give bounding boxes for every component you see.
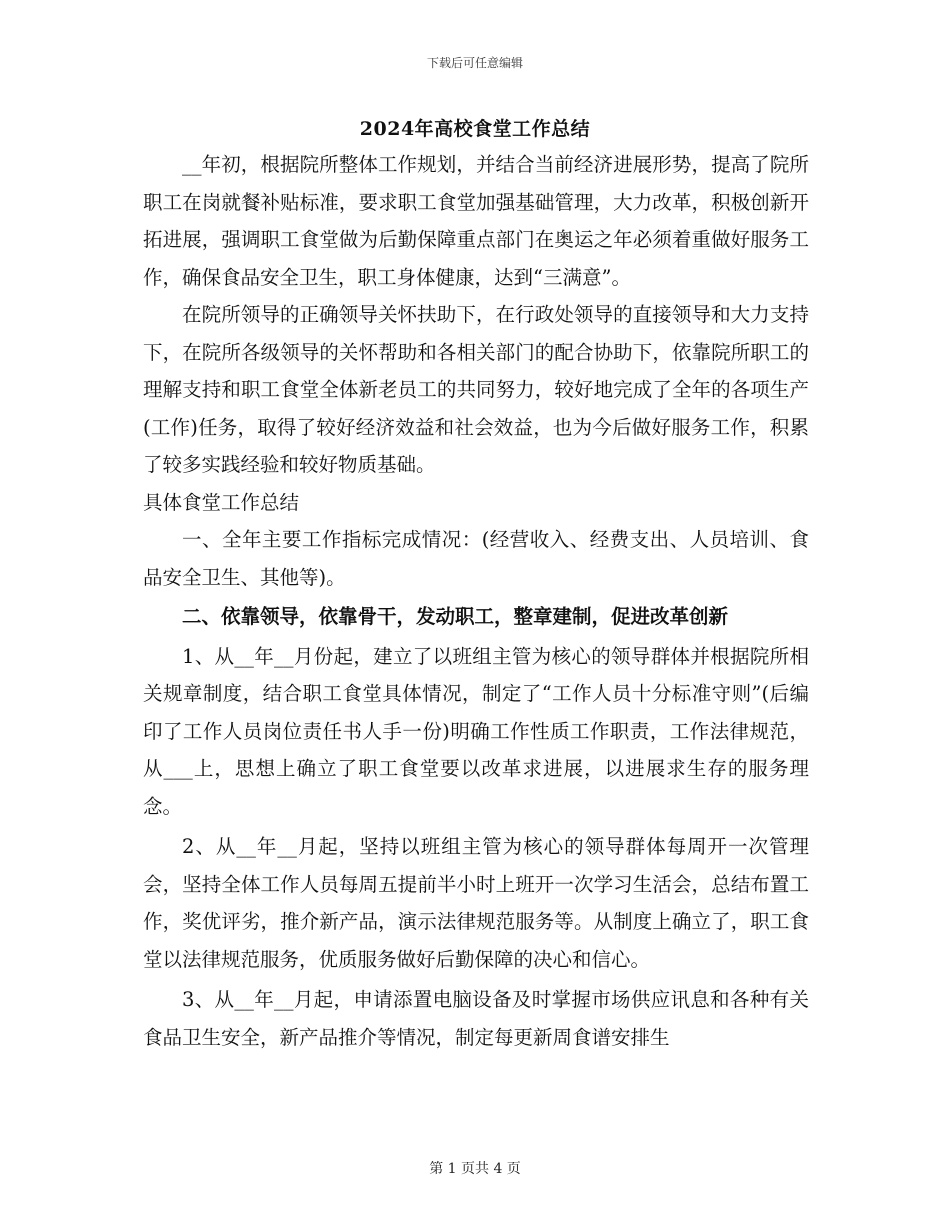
list-item-1: 1、从__年__月份起，建立了以班组主管为核心的领导群体并根据院所相关规章制度，结合职工食堂具体情况，制定了“工作人员十分标准守则”(后编印了工作人员岗位责任书人手一份)明确工作性质工作职责，工作法律规范，从___上，思想上确立了职工食堂要以改革求进展，以进展求生存的服务理念。 [143, 644, 809, 818]
section-label: 具体食堂工作总结 [143, 490, 300, 514]
list-item-2: 2、从__年__月起，坚持以班组主管为核心的领导群体每周开一次管理会，坚持全体工作人员每周五提前半小时上班开一次学习生活会，总结布置工作，奖优评劣，推介新产品，演示法律规范服务等。从制度上确立了，职工食堂以法律规范服务，优质服务做好后勤保障的决心和信心。 [143, 835, 809, 971]
paragraph-intro: __年初，根据院所整体工作规划，并结合当前经济进展形势，提高了院所职工在岗就餐补贴标准，要求职工食堂加强基础管理，大力改革，积极创新开拓进展，强调职工食堂做为后勤保障重点部门在奥运之年必须着重做好服务工作，确保食品安全卫生，职工身体健康，达到“三满意”。 [143, 153, 809, 289]
paragraph-support: 在院所领导的正确领导关怀扶助下，在行政处领导的直接领导和大力支持下，在院所各级领导的关怀帮助和各相关部门的配合协助下，依靠院所职工的理解支持和职工食堂全体新老员工的共同努力，较好地完成了全年的各项生产(工作)任务，取得了较好经济效益和社会效益，也为今后做好服务工作，积累了较多实践经验和较好物质基础。 [143, 303, 809, 476]
document-title: 2024年高校食堂工作总结 [359, 118, 591, 140]
section-heading-1: 一、全年主要工作指标完成情况：(经营收入、经费支出、人员培训、食品安全卫生、其他等)。 [143, 528, 809, 589]
header-note: 下载后可任意编辑 [426, 56, 523, 70]
page-footer: 第 1 页共 4 页 [429, 1161, 521, 1177]
section-heading-2: 二、依靠领导，依靠骨干，发动职工，整章建制，促进改革创新 [182, 605, 729, 628]
document-body [143, 146, 809, 1056]
list-item-3: 3、从__年__月起，申请添置电脑设备及时掌握市场供应讯息和各种有关食品卫生安全，新产品推介等情况，制定每更新周食谱安排生 [143, 988, 809, 1049]
